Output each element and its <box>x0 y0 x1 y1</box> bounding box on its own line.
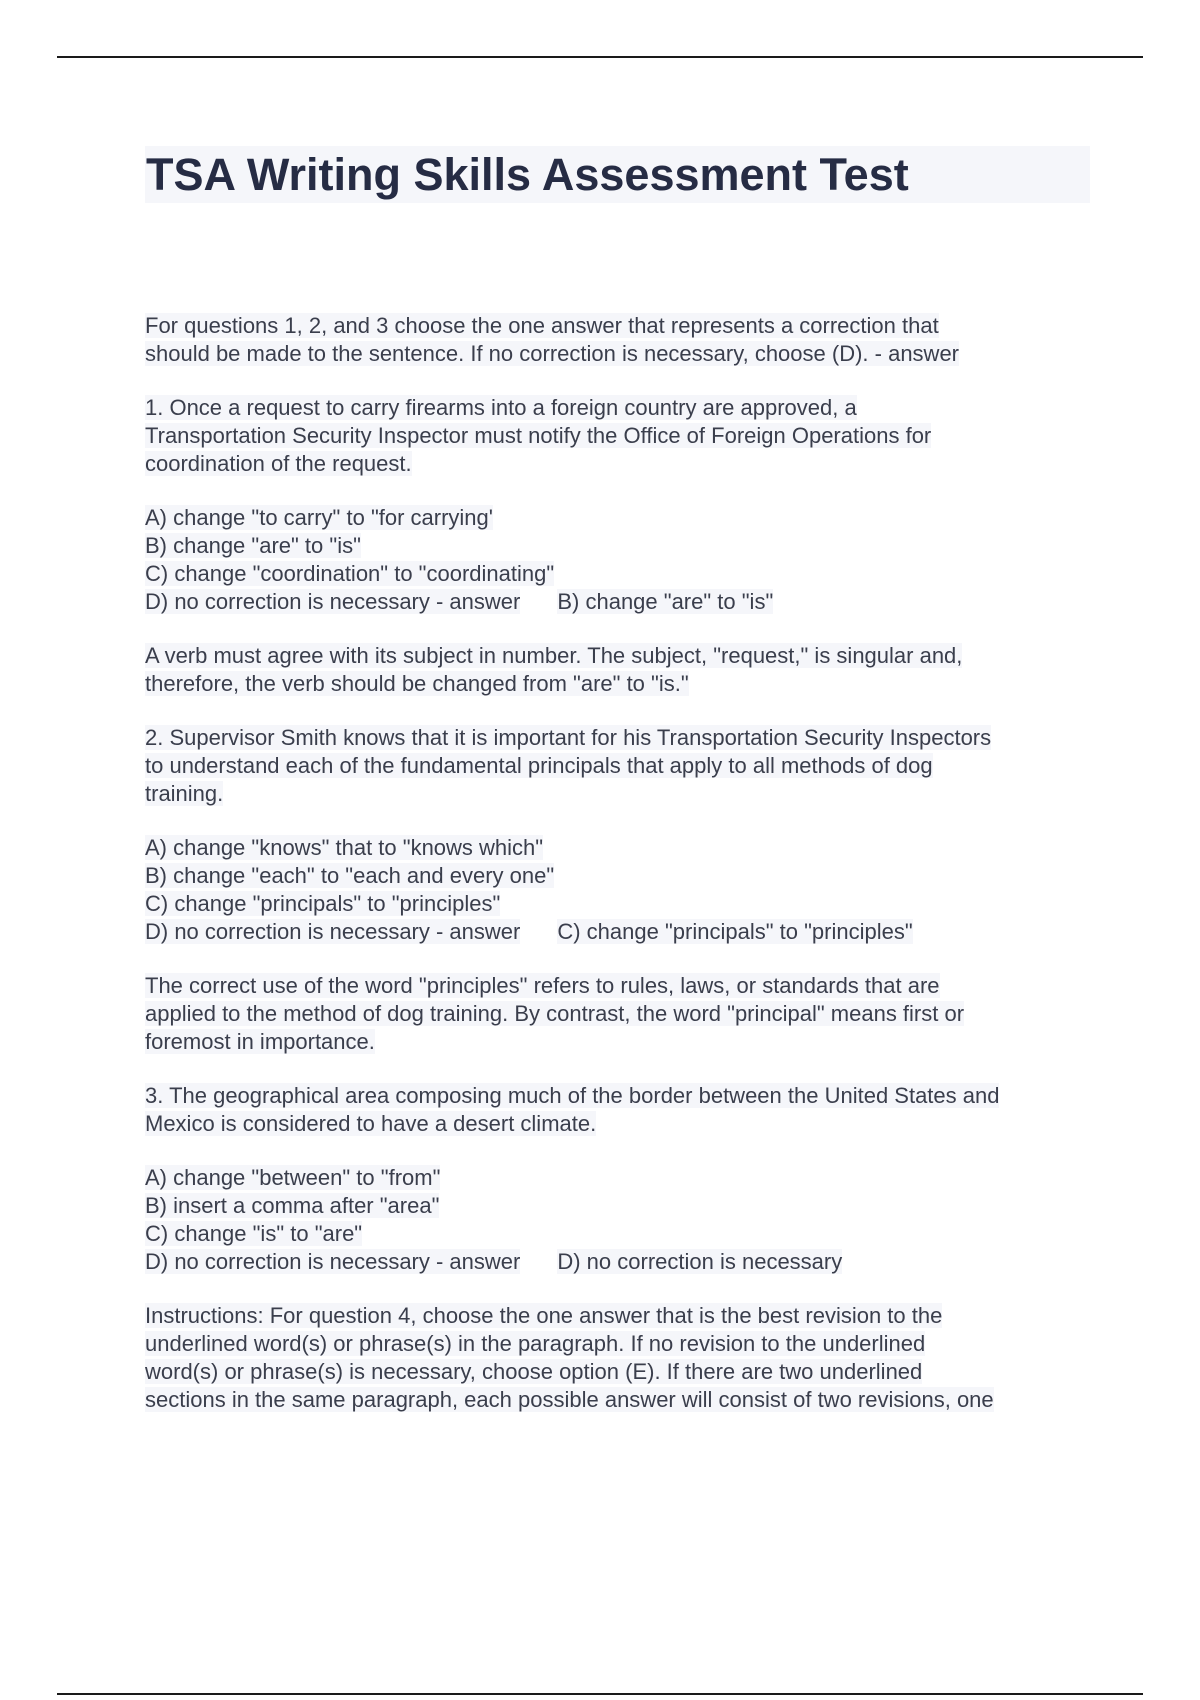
text-line: 3. The geographical area composing much of the border between the United States and <box>145 1083 1000 1108</box>
option-d-with-answer: D) no correction is necessary - answer D) no correction is necessary <box>145 1249 843 1274</box>
option-d-with-answer: D) no correction is necessary - answer B) change "are" to "is" <box>145 589 774 614</box>
intro-paragraph <box>145 312 1095 368</box>
option-b: B) insert a comma after "area" <box>145 1193 440 1218</box>
answer-text: D) no correction is necessary <box>557 1249 843 1274</box>
text-line: therefore, the verb should be changed from "are" to "is." <box>145 671 689 696</box>
text-line: applied to the method of dog training. By contrast, the word "principal" means first or <box>145 1001 965 1026</box>
text-line: to understand each of the fundamental principals that apply to all methods of dog <box>145 753 933 778</box>
option-a: A) change "between" to "from" <box>145 1165 441 1190</box>
document-title: TSA Writing Skills Assessment Test <box>146 149 909 200</box>
text-line: For questions 1, 2, and 3 choose the one answer that represents a correction that <box>145 313 939 338</box>
option-b: B) change "each" to "each and every one" <box>145 863 555 888</box>
question-2-explanation <box>145 972 1095 1056</box>
question-3-stem <box>145 1082 1095 1138</box>
option-a: A) change "knows" that to "knows which" <box>145 835 544 860</box>
text-line: should be made to the sentence. If no correction is necessary, choose (D). - answer <box>145 341 959 366</box>
answer-text: B) change "are" to "is" <box>557 589 774 614</box>
question-1-stem <box>145 394 1095 478</box>
question-2-options <box>145 834 1095 946</box>
text-line: foremost in importance. <box>145 1029 375 1054</box>
text-line: The correct use of the word "principles" refers to rules, laws, or standards that are <box>145 973 940 998</box>
text-line: 2. Supervisor Smith knows that it is important for his Transportation Security Inspectors <box>145 725 992 750</box>
text-line: underlined word(s) or phrase(s) in the paragraph. If no revision to the underlined <box>145 1331 926 1356</box>
option-c: C) change "principals" to "principles" <box>145 891 501 916</box>
option-a: A) change "to carry" to "for carrying' <box>145 505 493 530</box>
answer-text: C) change "principals" to "principles" <box>557 919 913 944</box>
top-rule <box>57 56 1143 58</box>
text-line: word(s) or phrase(s) is necessary, choose option (E). If there are two underlined <box>145 1359 923 1384</box>
question-2-stem <box>145 724 1095 808</box>
text-line: Transportation Security Inspector must notify the Office of Foreign Operations for <box>145 423 932 448</box>
option-b: B) change "are" to "is" <box>145 533 361 558</box>
instructions-paragraph <box>145 1302 1095 1414</box>
text-line: training. <box>145 781 224 806</box>
title-box <box>145 146 1090 203</box>
bottom-rule <box>57 1693 1143 1695</box>
question-1-options <box>145 504 1095 616</box>
text-line: coordination of the request. <box>145 451 412 476</box>
text-line: Instructions: For question 4, choose the one answer that is the best revision to the <box>145 1303 943 1328</box>
text-line: 1. Once a request to carry firearms into a foreign country are approved, a <box>145 395 857 420</box>
option-c: C) change "coordination" to "coordinating" <box>145 561 555 586</box>
text-line: sections in the same paragraph, each possible answer will consist of two revisions, one <box>145 1387 994 1412</box>
question-1-explanation <box>145 642 1095 698</box>
option-c: C) change "is" to "are" <box>145 1221 363 1246</box>
text-line: A verb must agree with its subject in number. The subject, "request," is singular and, <box>145 643 963 668</box>
text-line: Mexico is considered to have a desert climate. <box>145 1111 597 1136</box>
option-d-with-answer: D) no correction is necessary - answer C) change "principals" to "principles" <box>145 919 913 944</box>
question-3-options <box>145 1164 1095 1276</box>
document-body <box>145 312 1095 1440</box>
